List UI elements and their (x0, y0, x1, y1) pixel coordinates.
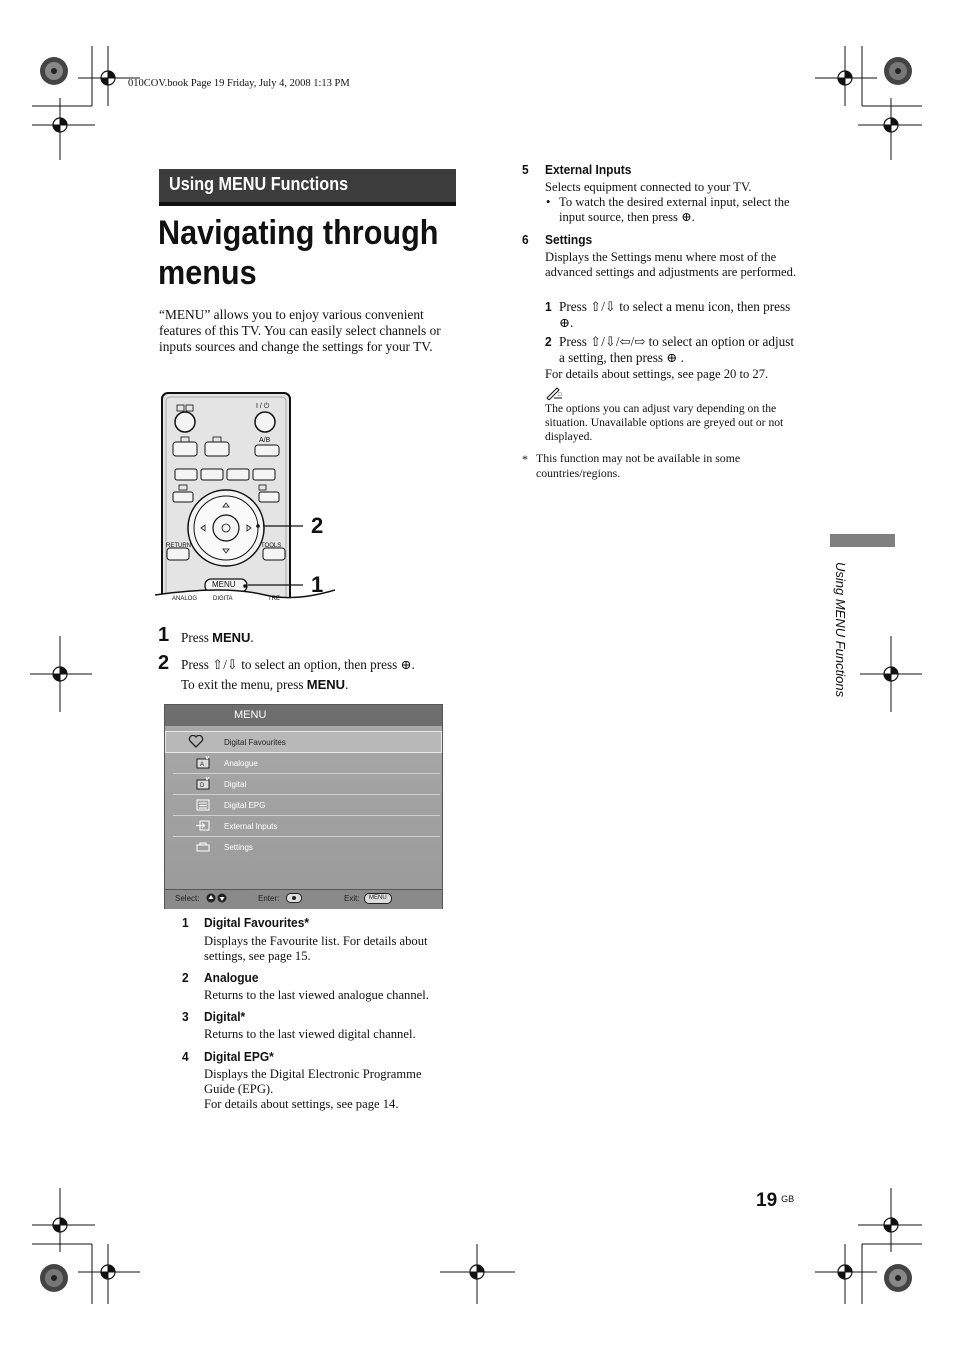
step-2-number: 2 (158, 652, 170, 674)
item-2-desc: Returns to the last viewed analogue channel. (204, 988, 429, 1002)
item-4-desc: Displays the Digital Electronic Programme Guide (EPG). (204, 1067, 422, 1096)
svg-text:A: A (200, 762, 205, 768)
intro-paragraph: “MENU” allows you to enjoy various convenient features of this TV. You can easily select channels or inputs sources and change the settings for your TV. (159, 307, 441, 354)
book-slug: 010COV.book Page 19 Friday, July 4, 2008 1:13 PM (128, 78, 350, 89)
item-6-number: 6 (522, 232, 529, 247)
step-1-post: . (250, 630, 254, 645)
remote-label-tools: TOOLS (261, 543, 282, 549)
item-4-title (204, 1049, 274, 1064)
item-5-bullet: To watch the desired external input, select the input source, then press ⊕. (559, 195, 790, 224)
item-3-number: 3 (182, 1009, 189, 1024)
remote-label-menu: MENU (212, 580, 236, 589)
step-2-exit (181, 677, 348, 693)
remote-label-ab: A/B (259, 437, 271, 444)
item-title-text: Digital (204, 1009, 241, 1024)
menu-key-label: MENU (306, 677, 346, 692)
callout-2: 2 (311, 513, 324, 538)
heart-icon (188, 735, 204, 748)
up-down-arrows-icon (206, 893, 226, 903)
item-5-title: External Inputs (545, 162, 632, 177)
remote-label-digital: DIGITA (213, 596, 233, 602)
tv-menu-footer (165, 889, 442, 909)
item-5-number: 5 (522, 162, 529, 177)
tv-menu-item-label: Settings (224, 843, 253, 852)
tv-menu-item-label: Digital Favourites (224, 738, 286, 747)
settings-note: The options you can adjust vary depending on the situation. Unavailable options are greyed out or not displayed. (545, 402, 784, 443)
section-header (159, 169, 456, 206)
item-1-title (204, 915, 309, 930)
page-number-value: 19 (756, 1190, 778, 1211)
remote-label-centre: TRE (268, 596, 280, 602)
tv-menu-item-label: Digital (224, 780, 247, 789)
step-2-exit-pre: To exit the menu, press (181, 677, 307, 692)
remote-label-power: I / ⏻ (256, 403, 270, 410)
item-1-number: 1 (182, 915, 189, 930)
menu-key-label: MENU (212, 630, 251, 645)
exit-menu-key: MENU (364, 893, 392, 904)
tv-menu-title: MENU (234, 709, 267, 721)
item-6-title: Settings (545, 232, 593, 247)
tv-menu-item-digital[interactable] (173, 774, 440, 795)
tv-menu-item-label: Digital EPG (224, 801, 266, 810)
item-5-desc: Selects equipment connected to your TV. (545, 180, 752, 194)
step-2-exit-post: . (345, 677, 349, 692)
item-star: * (269, 1049, 274, 1064)
enter-icon (286, 893, 302, 905)
side-tab-bar (830, 534, 895, 547)
settings-sub-2-number: 2 (545, 334, 552, 349)
item-2-number: 2 (182, 970, 189, 985)
callout-1: 1 (311, 572, 324, 597)
item-2-title: Analogue (204, 970, 259, 985)
tv-menu-screen (164, 704, 443, 909)
footer-enter-label: Enter: (258, 894, 280, 903)
step-1-pre: Press (181, 630, 213, 645)
footnote-text: This function may not be available in some countries/regions. (536, 451, 741, 480)
toolbox-icon (195, 840, 211, 853)
tv-menu-item-digital-epg[interactable] (173, 795, 440, 816)
section-title: Using MENU Functions (169, 174, 349, 194)
side-tab-label: Using MENU Functions (833, 562, 848, 698)
item-3-desc: Returns to the last viewed digital channel. (204, 1027, 416, 1041)
step-1-text (181, 630, 254, 646)
tv-menu-item-settings[interactable] (173, 837, 440, 857)
item-3-title (204, 1009, 245, 1024)
analogue-tv-icon (195, 756, 211, 769)
item-star: * (240, 1009, 246, 1024)
page-title: Navigating through menus (158, 214, 439, 292)
item-4-number: 4 (182, 1049, 189, 1064)
item-star: * (304, 915, 310, 930)
svg-text:D: D (200, 783, 205, 789)
item-title-text: Digital EPG (204, 1049, 270, 1064)
settings-sub-2-text: Press ⇧/⇩/⇦/⇨ to select an option or adjust a setting, then press ⊕ . (559, 334, 795, 365)
digital-tv-icon (195, 777, 211, 790)
page-number (756, 1190, 794, 1212)
step-1-number: 1 (158, 624, 170, 646)
footer-select-label: Select: (175, 894, 200, 903)
epg-list-icon (195, 798, 211, 811)
item-4-desc2: For details about settings, see page 14. (204, 1097, 399, 1111)
input-arrow-icon (195, 819, 211, 832)
footnote-mark: * (522, 452, 528, 466)
settings-details: For details about settings, see page 20 to 27. (545, 367, 769, 381)
tv-menu-item-label: External Inputs (224, 822, 278, 831)
bullet-dot: • (546, 195, 551, 209)
tv-menu-item-external-inputs[interactable] (173, 816, 440, 837)
page-number-suffix: GB (781, 1194, 795, 1204)
item-title-text: Digital Favourites (204, 915, 305, 930)
note-pencil-icon (545, 386, 563, 400)
tv-menu-item-analogue[interactable] (173, 753, 440, 774)
settings-sub-1-text: Press ⇧/⇩ to select a menu icon, then press ⊕. (559, 299, 791, 330)
item-6-desc: Displays the Settings menu where most of the advanced settings and adjustments are performed. (545, 250, 797, 279)
svg-text:□: □ (558, 392, 562, 398)
remote-illustration (155, 390, 335, 612)
tv-menu-header (165, 705, 442, 726)
remote-label-return: RETURN (166, 543, 191, 549)
tv-menu-item-digital-favourites[interactable] (165, 731, 442, 753)
tv-menu-item-label: Analogue (224, 759, 258, 768)
step-2-text: Press ⇧/⇩ to select an option, then press ⊕. (181, 657, 415, 672)
footer-exit-label: Exit: (344, 894, 360, 903)
settings-sub-1-number: 1 (545, 299, 552, 314)
item-1-desc: Displays the Favourite list. For details about settings, see page 15. (204, 934, 428, 963)
remote-label-analog: ANALOG (172, 596, 198, 602)
